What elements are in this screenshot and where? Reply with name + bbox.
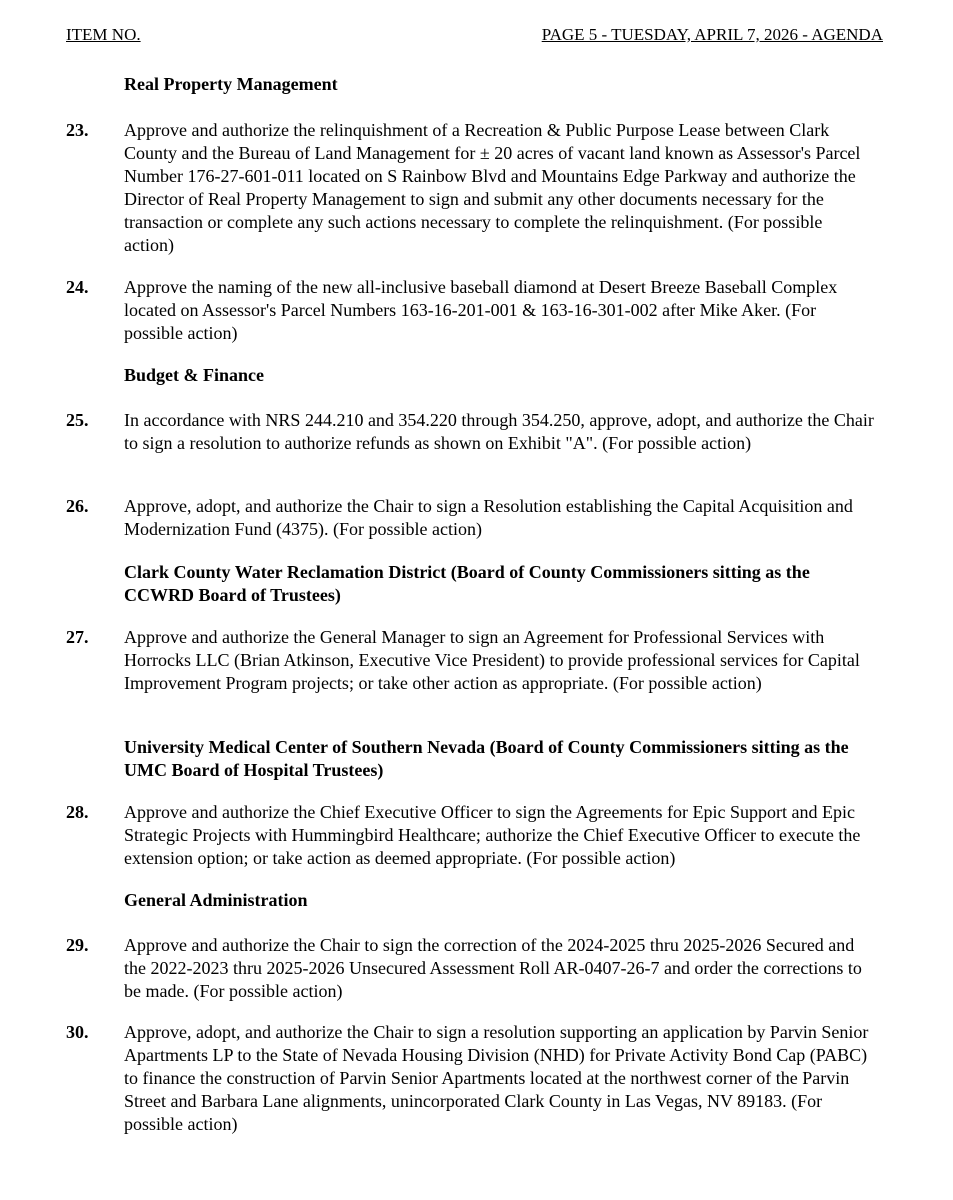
- item-number-29: 29.: [66, 935, 89, 955]
- item-text-24: Approve the naming of the new all-inclusive baseball diamond at Desert Breeze Baseball Complex located on Assessor's Parcel Numbers 163-16-201-001 & 163-16-301-002 after Mike Aker. (For possible action): [124, 277, 838, 343]
- item-text-28: Approve and authorize the Chief Executive Officer to sign the Agreements for Epic Support and Epic Strategic Projects with Hummingbird Healthcare; authorize the Chief Executive Officer to execute the extension option; or take action as deemed appropriate. (For possible action): [124, 802, 861, 868]
- item-text-26: Approve, adopt, and authorize the Chair to sign a Resolution establishing the Capital Acquisition and Modernization Fund (4375). (For possible action): [124, 496, 853, 539]
- item-no-label: ITEM NO.: [66, 25, 141, 44]
- item-text-23: Approve and authorize the relinquishment of a Recreation & Public Purpose Lease between Clark County and the Bureau of Land Management for ± 20 acres of vacant land known as Assessor's Parcel Number 176-27-601-011 located on S Rainbow Blvd and Mountains Edge Parkway and authorize the Director of Real Property Management to sign and submit any other documents necessary for the transaction or complete any such actions necessary to complete the relinquishment. (For possible action): [124, 120, 861, 255]
- section-heading-ccwrd: Clark County Water Reclamation District (Board of County Commissioners sitting as the CCWRD Board of Trustees): [124, 562, 810, 605]
- item-number-27: 27.: [66, 627, 89, 647]
- page-header: [66, 24, 883, 46]
- item-number-30: 30.: [66, 1022, 89, 1042]
- item-number-26: 26.: [66, 496, 89, 516]
- item-number-28: 28.: [66, 802, 89, 822]
- item-text-25: In accordance with NRS 244.210 and 354.220 through 354.250, approve, adopt, and authorize the Chair to sign a resolution to authorize refunds as shown on Exhibit "A". (For possible action): [124, 410, 874, 453]
- section-heading-general-administration: General Administration: [124, 890, 308, 910]
- section-heading-umc: University Medical Center of Southern Nevada (Board of County Commissioners sitting as the UMC Board of Hospital Trustees): [124, 737, 849, 780]
- item-number-25: 25.: [66, 410, 89, 430]
- item-text-30: Approve, adopt, and authorize the Chair to sign a resolution supporting an application by Parvin Senior Apartments LP to the State of Nevada Housing Division (NHD) for Private Activity Bond Cap (PABC) to finance the construction of Parvin Senior Apartments located at the northwest corner of the Parvin Street and Barbara Lane alignments, unincorporated Clark County in Las Vegas, NV 89183. (For possible action): [124, 1022, 869, 1134]
- item-text-29: Approve and authorize the Chair to sign the correction of the 2024-2025 thru 2025-2026 Secured and the 2022-2023 thru 2025-2026 Unsecured Assessment Roll AR-0407-26-7 and order the corrections to be made. (For possible action): [124, 935, 862, 1001]
- section-heading-real-property: Real Property Management: [124, 74, 338, 94]
- section-heading-budget-finance: Budget & Finance: [124, 365, 265, 385]
- item-number-24: 24.: [66, 277, 89, 297]
- item-text-27: Approve and authorize the General Manager to sign an Agreement for Professional Services with Horrocks LLC (Brian Atkinson, Executive Vice President) to provide professional services for Capital Improvement Program projects; or take other action as appropriate. (For possible action): [124, 627, 860, 693]
- page-date-label: PAGE 5 - TUESDAY, APRIL 7, 2026 - AGENDA: [541, 25, 883, 44]
- item-number-23: 23.: [66, 120, 89, 140]
